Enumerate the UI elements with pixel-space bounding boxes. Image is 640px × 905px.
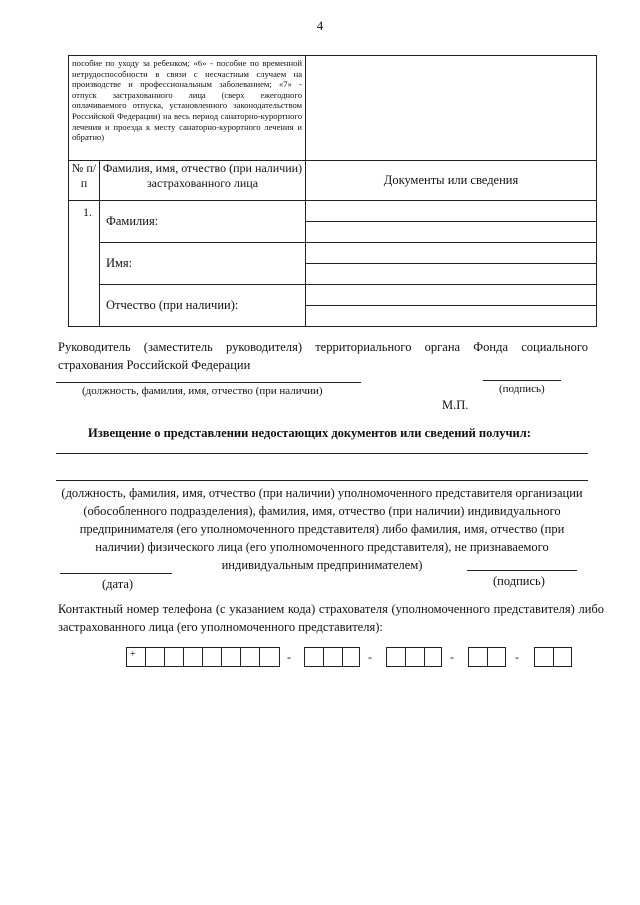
contact-text: Контактный номер телефона (с указанием кода) страхователя (уполномоченного представителя) либо застрахованного лица (его уполномоченного представителя): xyxy=(58,602,604,634)
date-caption: (дата) xyxy=(102,577,134,591)
notice-signature-caption: (подпись) xyxy=(493,574,545,588)
table-continuation-cell xyxy=(69,56,306,161)
phone-number-part-3-boxes[interactable] xyxy=(534,647,572,667)
notice-line-2[interactable] xyxy=(56,480,588,481)
head-signature-line[interactable] xyxy=(483,380,561,381)
insured-persons-table xyxy=(68,55,597,327)
page-number: 4 xyxy=(316,18,324,33)
dash-2: - xyxy=(368,650,372,664)
surname-field-2[interactable] xyxy=(306,222,597,243)
header-number: № п/п xyxy=(69,161,100,201)
patronymic-field-2[interactable] xyxy=(306,306,597,327)
date-line[interactable] xyxy=(60,573,172,574)
patronymic-label: Отчество (при наличии): xyxy=(100,285,306,327)
table-empty-cell xyxy=(306,56,597,161)
name-label: Имя: xyxy=(100,243,306,285)
position-signature-line[interactable] xyxy=(56,382,361,383)
name-field-2[interactable] xyxy=(306,264,597,285)
plus-sign: + xyxy=(130,649,136,660)
dash-4: - xyxy=(515,650,519,664)
position-caption: (должность, фамилия, имя, отчество (при наличии) xyxy=(82,385,323,397)
stamp-label: М.П. xyxy=(442,398,469,412)
surname-field-1[interactable] xyxy=(306,201,597,222)
head-title: Руководитель (заместитель руководителя) территориального органа Фонда социального страхования Российской Федерации xyxy=(58,340,588,372)
name-field-1[interactable] xyxy=(306,243,597,264)
dash-1: - xyxy=(287,650,291,664)
notice-line-1[interactable] xyxy=(56,453,588,454)
patronymic-field-1[interactable] xyxy=(306,285,597,306)
header-documents: Документы или сведения xyxy=(306,161,597,201)
phone-number-part-2-boxes[interactable] xyxy=(468,647,506,667)
notice-signature-line[interactable] xyxy=(467,570,577,571)
notice-heading: Извещение о представлении недостающих документов или сведений получил: xyxy=(88,426,531,440)
row-number: 1. xyxy=(69,201,100,327)
phone-country-code-boxes[interactable] xyxy=(126,647,280,667)
continuation-text: пособие по уходу за ребенком; «6» - пособие по временной нетрудоспособности в связи с несчастным случаем на производстве и профессиональным заболеванием; «7» - отпуск застрахованного лица (сверх ежегодного оплачиваемого отпуска, установленного законодательством Российской Федерации) на весь период санаторно-курортного лечения и проезда к месту санаторно-курортного лечения и обратно) xyxy=(72,58,303,143)
surname-label: Фамилия: xyxy=(100,201,306,243)
phone-area-code-boxes[interactable] xyxy=(304,647,360,667)
dash-3: - xyxy=(450,650,454,664)
notice-caption: (должность, фамилия, имя, отчество (при наличии) уполномоченного представителя организации (обособленного подразделения), фамилия, имя, отчество (при наличии) индивидуального предпринимателя (его уполномоченного представителя) либо фамилия, имя, отчество (при наличии) физического лица (его уполномоченного представителя), не признаваемого индивидуальным предпринимателем) xyxy=(61,486,583,572)
header-fio: Фамилия, имя, отчество (при наличии) застрахованного лица xyxy=(100,161,306,201)
phone-number-part-1-boxes[interactable] xyxy=(386,647,442,667)
head-signature-caption: (подпись) xyxy=(499,383,545,395)
